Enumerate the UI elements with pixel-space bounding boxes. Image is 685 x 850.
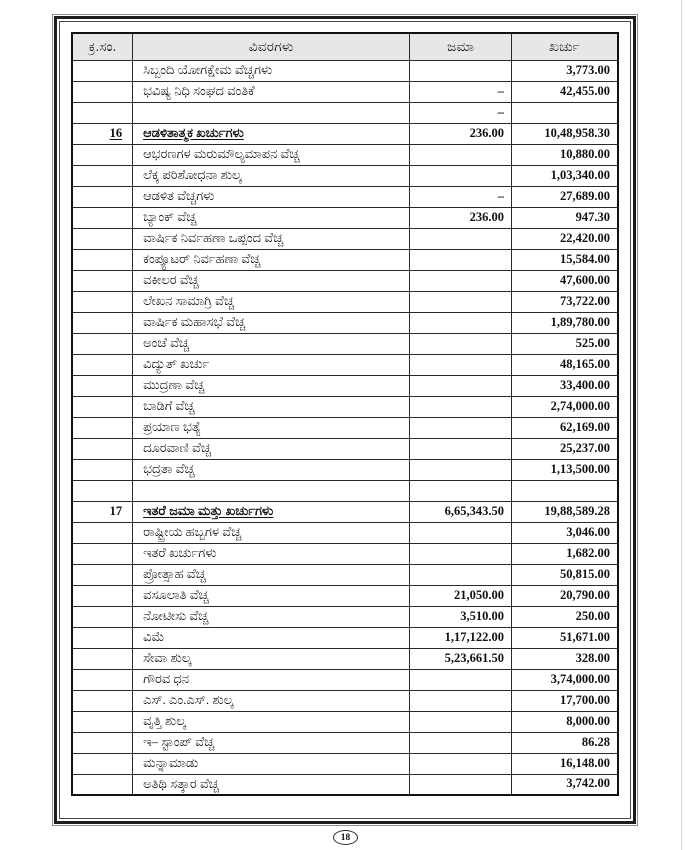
row-sl	[72, 627, 133, 648]
table-row	[72, 186, 618, 207]
row-debit: 8,000.00	[512, 711, 618, 732]
row-sl	[72, 669, 133, 690]
row-credit: –	[410, 81, 512, 102]
row-label: ಬ್ಯಾಂಕ್ ವೆಚ್ಚ	[133, 207, 410, 228]
row-debit: 22,420.00	[512, 228, 618, 249]
row-debit: 15,584.00	[512, 249, 618, 270]
row-credit: –	[410, 186, 512, 207]
row-label: ಇತರೆ ಖರ್ಚುಗಳು	[133, 543, 410, 564]
row-credit: 6,65,343.50	[410, 501, 512, 522]
table-row	[72, 60, 618, 81]
row-label: ಇ– ಸ್ಟಾಂಪ್ ವೆಚ್ಚ	[133, 732, 410, 753]
table-row	[72, 354, 618, 375]
row-debit: 10,48,958.30	[512, 123, 618, 144]
table-row	[72, 123, 618, 144]
row-sl	[72, 312, 133, 333]
row-credit	[410, 228, 512, 249]
row-credit	[410, 732, 512, 753]
row-credit	[410, 480, 512, 501]
row-credit	[410, 375, 512, 396]
table-row	[72, 207, 618, 228]
row-sl	[72, 144, 133, 165]
row-label	[133, 480, 410, 501]
row-sl	[72, 270, 133, 291]
row-credit: 21,050.00	[410, 585, 512, 606]
row-label: ಆಭರಣಗಳ ಮರುಮೌಲ್ಯಮಾಪನ ವೆಚ್ಚ	[133, 144, 410, 165]
row-sl	[72, 648, 133, 669]
table-row	[72, 249, 618, 270]
row-sl	[72, 165, 133, 186]
row-label: ಬಾಡಿಗೆ ವೆಚ್ಚ	[133, 396, 410, 417]
header-serial-number: ಕ್ರ.ಸಂ.	[72, 33, 133, 60]
row-credit	[410, 711, 512, 732]
row-debit: 73,722.00	[512, 291, 618, 312]
row-label: ಮನ್ನಾಮಾಡು	[133, 753, 410, 774]
row-credit: 236.00	[410, 123, 512, 144]
row-debit: 3,742.00	[512, 774, 618, 795]
ledger-table-header	[72, 33, 618, 60]
page-border-inner	[59, 21, 631, 819]
row-label: ಲೆಕ್ಕ ಪರಿಶೋಧನಾ ಶುಲ್ಕ	[133, 165, 410, 186]
row-label: ಅಂಚೆ ವೆಚ್ಚ	[133, 333, 410, 354]
row-debit: 25,237.00	[512, 438, 618, 459]
row-sl	[72, 81, 133, 102]
row-credit	[410, 438, 512, 459]
row-sl	[72, 207, 133, 228]
table-row	[72, 585, 618, 606]
page-border-outer	[52, 14, 638, 826]
row-sl	[72, 459, 133, 480]
row-debit: 27,689.00	[512, 186, 618, 207]
row-credit	[410, 312, 512, 333]
row-sl	[72, 333, 133, 354]
page-number: 18	[340, 832, 351, 843]
row-label: ವಕೀಲರ ವೆಚ್ಚ	[133, 270, 410, 291]
row-sl	[72, 228, 133, 249]
row-label: ಭದ್ರತಾ ವೆಚ್ಚ	[133, 459, 410, 480]
ledger-table-body	[72, 60, 618, 795]
row-label: ಆಡಳಿತಾತ್ಮಕ ಖರ್ಚುಗಳು	[133, 123, 410, 144]
row-debit: 10,880.00	[512, 144, 618, 165]
table-row	[72, 81, 618, 102]
row-credit	[410, 249, 512, 270]
table-row	[72, 627, 618, 648]
table-row	[72, 312, 618, 333]
row-credit	[410, 753, 512, 774]
row-credit	[410, 669, 512, 690]
table-row	[72, 270, 618, 291]
row-debit: 525.00	[512, 333, 618, 354]
row-sl	[72, 417, 133, 438]
row-debit: 947.30	[512, 207, 618, 228]
table-row	[72, 648, 618, 669]
page-border-thick	[54, 16, 636, 824]
row-sl	[72, 585, 133, 606]
row-label: ಗೌರವ ಧನ	[133, 669, 410, 690]
table-row	[72, 333, 618, 354]
row-sl	[72, 690, 133, 711]
row-label: ವಾರ್ಷಿಕ ನಿರ್ವಹಣಾ ಒಪ್ಪಂದ ವೆಚ್ಚ	[133, 228, 410, 249]
row-label: ರಾಷ್ಟ್ರೀಯ ಹಬ್ಬಗಳ ವೆಚ್ಚ	[133, 522, 410, 543]
row-debit: 86.28	[512, 732, 618, 753]
table-row	[72, 753, 618, 774]
table-row	[72, 459, 618, 480]
row-sl	[72, 606, 133, 627]
row-debit: 51,671.00	[512, 627, 618, 648]
row-debit: 20,790.00	[512, 585, 618, 606]
row-label: ಅತಿಥಿ ಸತ್ಕಾರ ವೆಚ್ಚ	[133, 774, 410, 795]
table-row	[72, 564, 618, 585]
row-sl: 16	[72, 123, 133, 144]
row-debit: 47,600.00	[512, 270, 618, 291]
row-debit: 62,169.00	[512, 417, 618, 438]
table-row	[72, 774, 618, 795]
table-row	[72, 438, 618, 459]
row-debit: 48,165.00	[512, 354, 618, 375]
row-credit	[410, 774, 512, 795]
row-debit: 2,74,000.00	[512, 396, 618, 417]
row-credit	[410, 60, 512, 81]
row-label: ವಿಮೆ	[133, 627, 410, 648]
table-row	[72, 501, 618, 522]
row-debit: 17,700.00	[512, 690, 618, 711]
table-row	[72, 732, 618, 753]
row-credit	[410, 291, 512, 312]
row-sl	[72, 522, 133, 543]
row-credit	[410, 333, 512, 354]
row-debit: 3,773.00	[512, 60, 618, 81]
row-debit: 1,13,500.00	[512, 459, 618, 480]
row-credit: –	[410, 102, 512, 123]
row-sl	[72, 480, 133, 501]
row-sl	[72, 543, 133, 564]
row-credit	[410, 144, 512, 165]
row-label: ಭವಿಷ್ಯ ನಿಧಿ ಸಂಘದ ವಂತಿಕೆ	[133, 81, 410, 102]
row-debit	[512, 480, 618, 501]
row-credit	[410, 522, 512, 543]
ledger-table	[71, 32, 619, 796]
row-credit	[410, 543, 512, 564]
ledger-sheet	[64, 26, 626, 814]
row-sl	[72, 375, 133, 396]
header-credit: ಜಮಾ	[410, 33, 512, 60]
row-sl	[72, 186, 133, 207]
row-sl	[72, 564, 133, 585]
table-row	[72, 711, 618, 732]
row-credit	[410, 354, 512, 375]
row-label: ವಿದ್ಯುತ್ ಖರ್ಚು	[133, 354, 410, 375]
table-row	[72, 543, 618, 564]
row-credit: 1,17,122.00	[410, 627, 512, 648]
row-debit: 1,89,780.00	[512, 312, 618, 333]
row-debit: 1,03,340.00	[512, 165, 618, 186]
row-debit: 3,046.00	[512, 522, 618, 543]
table-row	[72, 396, 618, 417]
row-credit	[410, 459, 512, 480]
table-row	[72, 522, 618, 543]
row-label: ವಾರ್ಷಿಕ ಮಹಾಸಭೆ ವೆಚ್ಚ	[133, 312, 410, 333]
row-label: ವಸೂಲಾತಿ ವೆಚ್ಚ	[133, 585, 410, 606]
row-credit: 3,510.00	[410, 606, 512, 627]
table-row	[72, 417, 618, 438]
header-debit: ಖರ್ಚು	[512, 33, 618, 60]
row-label: ದೂರವಾಣಿ ವೆಚ್ಚ	[133, 438, 410, 459]
row-label: ಎಸ್. ಎಂ.ಎಸ್. ಶುಲ್ಕ	[133, 690, 410, 711]
row-debit: 328.00	[512, 648, 618, 669]
row-sl	[72, 732, 133, 753]
row-label: ಸೇವಾ ಶುಲ್ಕ	[133, 648, 410, 669]
row-sl	[72, 354, 133, 375]
row-sl	[72, 774, 133, 795]
row-debit: 42,455.00	[512, 81, 618, 102]
row-sl	[72, 711, 133, 732]
table-row	[72, 102, 618, 123]
row-credit: 5,23,661.50	[410, 648, 512, 669]
row-credit	[410, 690, 512, 711]
row-sl	[72, 60, 133, 81]
row-credit: 236.00	[410, 207, 512, 228]
table-row	[72, 690, 618, 711]
row-debit: 1,682.00	[512, 543, 618, 564]
row-sl	[72, 291, 133, 312]
row-label: ಆಡಳಿತ ವೆಚ್ಚಗಳು	[133, 186, 410, 207]
table-row	[72, 291, 618, 312]
row-sl: 17	[72, 501, 133, 522]
row-label: ವೃತ್ತಿ ಶುಲ್ಕ	[133, 711, 410, 732]
row-sl	[72, 753, 133, 774]
row-sl	[72, 396, 133, 417]
table-row	[72, 144, 618, 165]
page-number-badge	[333, 830, 358, 845]
table-row	[72, 606, 618, 627]
row-credit	[410, 270, 512, 291]
table-row	[72, 669, 618, 690]
row-debit: 19,88,589.28	[512, 501, 618, 522]
row-debit	[512, 102, 618, 123]
table-row	[72, 375, 618, 396]
row-label: ಪ್ರಯಾಣ ಭತ್ಯೆ	[133, 417, 410, 438]
row-credit	[410, 396, 512, 417]
row-label: ಮುದ್ರಣಾ ವೆಚ್ಚ	[133, 375, 410, 396]
row-label: ನೋಟೀಸು ವೆಚ್ಚ	[133, 606, 410, 627]
row-label: ಪ್ರೋತ್ಸಾಹ ವೆಚ್ಚ	[133, 564, 410, 585]
row-sl	[72, 438, 133, 459]
table-row	[72, 228, 618, 249]
row-debit: 50,815.00	[512, 564, 618, 585]
row-debit: 250.00	[512, 606, 618, 627]
row-debit: 33,400.00	[512, 375, 618, 396]
row-credit	[410, 417, 512, 438]
row-label: ಸಿಬ್ಬಂದಿ ಯೋಗಕ್ಷೇಮ ವೆಚ್ಚಗಳು	[133, 60, 410, 81]
row-debit: 16,148.00	[512, 753, 618, 774]
row-label: ಲೇಖನ ಸಾಮಾಗ್ರಿ ವೆಚ್ಚ	[133, 291, 410, 312]
row-sl	[72, 102, 133, 123]
row-label	[133, 102, 410, 123]
row-label: ಕಂಪ್ಯೂಟರ್ ನಿರ್ವಹಣಾ ವೆಚ್ಚ	[133, 249, 410, 270]
row-label: ಇತರೆ ಜಮಾ ಮತ್ತು ಖರ್ಚುಗಳು	[133, 501, 410, 522]
table-row	[72, 480, 618, 501]
row-credit	[410, 165, 512, 186]
row-debit: 3,74,000.00	[512, 669, 618, 690]
table-row	[72, 165, 618, 186]
row-credit	[410, 564, 512, 585]
header-details: ವಿವರಗಳು	[133, 33, 410, 60]
scan-edge-artifact	[681, 0, 682, 850]
row-sl	[72, 249, 133, 270]
